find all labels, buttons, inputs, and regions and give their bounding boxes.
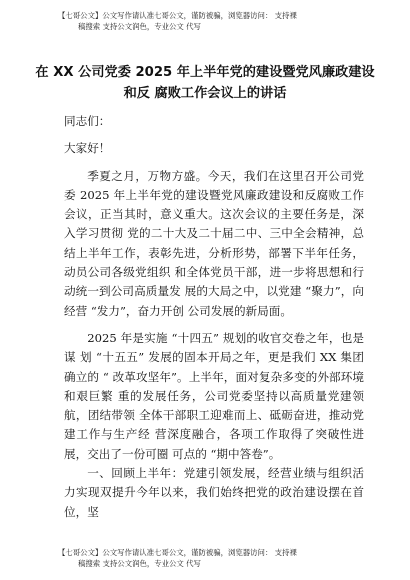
notice-line-1-bottom: 【七哥公文】公文写作请认准七哥公文，谨防被骗，浏览器访问： 支持裸 <box>58 548 297 557</box>
paragraph-context: 2025 年是实施 “十四五” 规划的收官交卷之年，也是谋 划 “十五五” 发展的固本开局之年，更是我们 XX 集团确立的 “ 改革攻坚年”。上半年，面对复杂多变的外部环境和艰巨繁 重的发展任务，公司党委坚持以高质量党建领航，团结带领 全体干部职工迎难而上、砥砺奋进，推动党建工作与生产经 营深度融合，各项工作取得了突破性进展，交出了一份可圈 可点的 “期中答卷”。 <box>64 330 364 461</box>
document-title <box>34 62 376 104</box>
document-body <box>64 112 364 522</box>
watermark-notice-top <box>58 10 358 32</box>
title-line-2: 和反 腐败工作会议上的讲话 <box>123 86 287 101</box>
paragraph-opening: 季夏之月，万物方盛。今天，我们在这里召开公司党委 2025 年上半年党的建设暨党风廉政建设和反腐败工作会议，正当其时，意义重大。这次会议的主要任务是，深入学习贯彻 党的二十大及二十届二中、三中全会精神，总结上半年工作，表彰先进，分析形势，部署下半年任务，动员公司各级党组织 和全体党员干部，进一步将思想和行动统一到公司高质量发 展的大局之中，以党建 “聚力”，向经营 “发力”，奋力开创 公司发展的新局面。 <box>64 168 364 318</box>
paragraph-review: 一、回顾上半年：党建引领发展，经营业绩与组织活力实现双提升今年以来，我们始终把党的政治建设摆在首位，坚 <box>64 466 364 519</box>
salutation-comrades: 同志们： <box>64 114 111 128</box>
title-line-1: 在 XX 公司党委 2025 年上半年党的建设暨党风廉政建设 <box>35 65 375 80</box>
salutation-hello: 大家好！ <box>64 141 111 156</box>
watermark-notice-bottom <box>58 547 358 569</box>
notice-line-1: 【七哥公文】公文写作请认准七哥公文，谨防被骗，浏览器访问： 支持裸 <box>58 11 297 20</box>
notice-line-2: 稿搜索 支持公文润色，专业公文 代写 <box>78 22 201 31</box>
notice-line-2-bottom: 稿搜索 支持公文润色，专业公文 代写 <box>78 559 201 568</box>
